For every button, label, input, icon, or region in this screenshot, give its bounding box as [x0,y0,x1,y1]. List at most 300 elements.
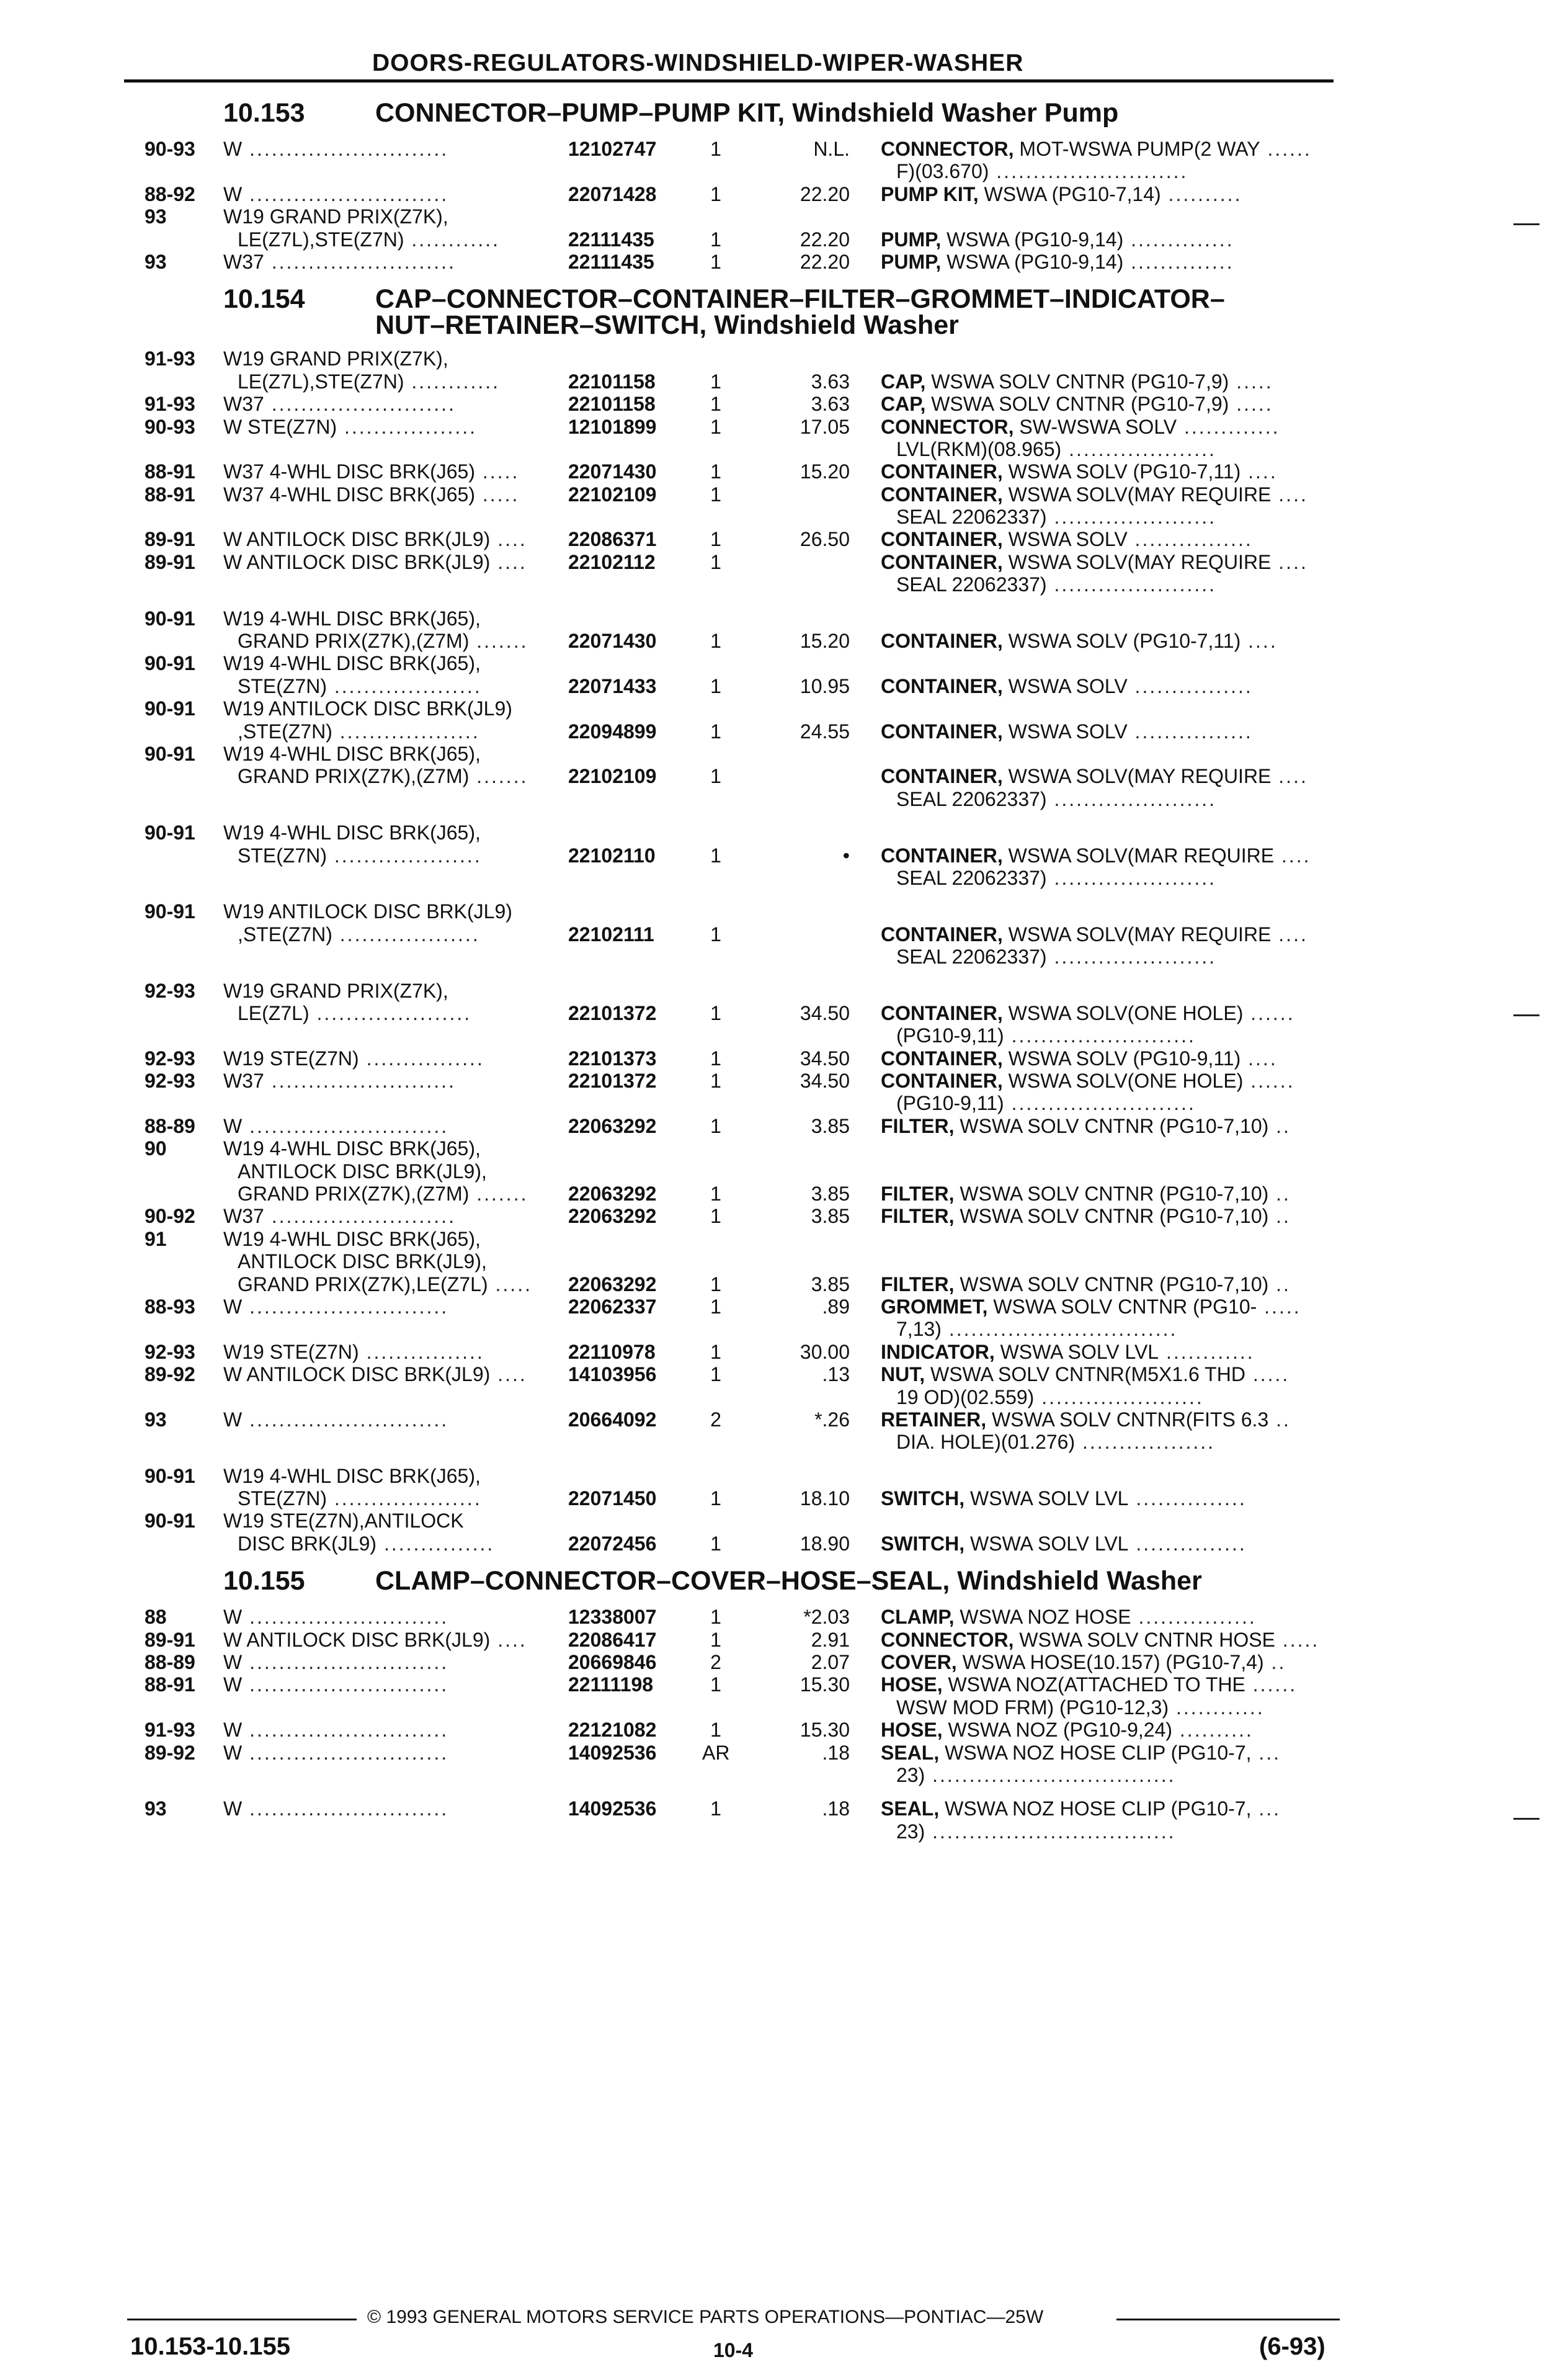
quantity: 1 [710,1797,721,1820]
part-description [896,1386,1204,1408]
description-text: 7,13) [896,1318,942,1341]
section-number: 10.155 [223,1566,305,1596]
model-text: W [223,138,243,160]
part-number: 22071428 [568,182,657,205]
part-number: 22072456 [568,1532,657,1555]
part-row [0,1137,1568,1160]
model-years: 90-91 [145,1464,195,1487]
part-row [0,1183,1568,1205]
leader-dots: ....... [469,1183,528,1206]
section-number: 10.153 [223,98,305,128]
part-row [0,416,1568,438]
quantity: 1 [710,1363,721,1386]
quantity: 1 [710,923,721,946]
description-text: WSWA SOLV(MAY REQUIRE [1002,765,1272,788]
quantity: 1 [710,1114,721,1137]
part-number: 22071430 [568,630,657,653]
model-description [223,416,477,438]
description-text: 23) [896,1820,925,1843]
part-number: 22102110 [568,844,656,867]
part-noun: CONTAINER, [881,1070,1003,1093]
quantity: 1 [710,630,721,653]
price: 3.85 [811,1114,850,1137]
model-text: W37 [223,1070,264,1093]
leader-dots: ........................... [242,182,449,205]
part-row [0,765,1568,787]
description-text: (PG10-9,11) [896,1024,1004,1047]
leader-dots: ................................. [925,1820,1176,1843]
part-description [896,867,1216,889]
margin-mark [1513,1818,1539,1820]
part-description [896,1318,1177,1340]
description-text: WSWA SOLV(MAY REQUIRE [1002,550,1272,573]
leader-dots: ................ [1127,674,1253,697]
leader-dots: ...................... [1046,946,1217,969]
part-row [0,1341,1568,1363]
description-text: 19 OD)(02.559) [896,1385,1035,1408]
leader-dots: ............ [1169,1696,1265,1719]
part-row [0,1002,1568,1024]
description-text: WSWA SOLV CNTNR (PG10-7,9) [925,370,1229,393]
quantity: 1 [710,1183,721,1206]
page-header-title: DOORS-REGULATORS-WINDSHIELD-WIPER-WASHER [372,50,1024,76]
description-text: WSWA SOLV CNTNR (PG10-7,10) [954,1273,1269,1295]
leader-dots: ................................. [925,1764,1176,1786]
model-text: GRAND PRIX(Z7K),(Z7M) [238,765,470,788]
row-spacer [0,810,1568,821]
part-number: 22094899 [568,720,657,743]
part-row [0,1408,1568,1431]
row-spacer [0,969,1568,980]
part-row [0,1024,1568,1047]
price: .18 [822,1741,850,1764]
description-text: F)(03.670) [896,160,989,183]
model-years: 93 [145,205,167,228]
part-number: 22086417 [568,1628,657,1651]
description-text: WSWA SOLV CNTNR (PG10-7,9) [925,393,1229,416]
leader-dots: .................... [1061,437,1216,460]
part-number: 12102747 [568,138,657,160]
part-row [0,528,1568,550]
part-row [0,1047,1568,1070]
part-row [0,1250,1568,1273]
description-text: 23) [896,1764,925,1786]
part-number: 22063292 [568,1273,657,1295]
row-spacer [0,1786,1568,1797]
model-description [223,1295,448,1318]
part-description [881,1606,1257,1628]
description-text: WSWA (PG10-9,14) [941,228,1124,251]
quantity: 1 [710,844,721,867]
model-text: STE(Z7N) [238,674,327,697]
model-years: 88 [145,1606,167,1629]
leader-dots: .. [1263,1651,1286,1674]
model-text: W37 [223,1205,264,1228]
model-description [238,1532,494,1555]
part-row [0,1742,1568,1764]
price: 3.85 [811,1205,850,1228]
description-text: WSWA SOLV(ONE HOLE) [1002,1001,1244,1024]
quantity: 1 [710,1340,721,1363]
part-noun: COVER, [881,1651,957,1674]
part-number: 22063292 [568,1205,657,1228]
model-text: W19 STE(Z7N) [223,1047,359,1070]
model-text: W19 ANTILOCK DISC BRK(JL9) [223,697,512,720]
part-number: 22101158 [568,370,656,393]
description-text: WSWA NOZ HOSE [954,1606,1131,1629]
leader-dots: ..................... [309,1001,472,1024]
part-description [881,251,1234,273]
model-description [223,1047,484,1070]
leader-dots: .... [1274,844,1311,867]
leader-dots: ....... [469,765,528,788]
model-text: W19 4-WHL DISC BRK(J65), [223,607,481,630]
model-text: W19 4-WHL DISC BRK(J65), [223,1464,481,1487]
leader-dots: ........................... [242,1673,449,1696]
part-noun: RETAINER, [881,1408,987,1431]
leader-dots: ............ [1159,1340,1255,1363]
part-row [0,980,1568,1002]
model-description [238,1273,532,1295]
quantity: 1 [710,1628,721,1651]
model-description [238,765,528,787]
model-text: W ANTILOCK DISC BRK(JL9) [223,528,491,551]
part-number: 22071433 [568,674,657,697]
part-description [896,1024,1196,1047]
part-row [0,1070,1568,1092]
description-text: SEAL 22062337) [896,573,1047,596]
model-text: LE(Z7L),STE(Z7N) [238,228,404,251]
part-noun: CAP, [881,393,926,416]
leader-dots: .... [1271,765,1308,788]
model-description [223,1797,448,1820]
description-text: WSWA SOLV CNTNR(FITS 6.3 [986,1408,1269,1431]
part-row [0,844,1568,867]
model-description [223,980,448,1002]
quantity: 1 [710,720,721,743]
price: 22.20 [800,182,850,205]
model-years: 93 [145,1797,167,1820]
section-title-continued: NUT–RETAINER–SWITCH, Windshield Washer [375,310,959,341]
model-text: W37 4-WHL DISC BRK(J65) [223,483,475,506]
model-years: 92-93 [145,979,195,1002]
leader-dots: ...... [1260,138,1312,160]
part-noun: CONTAINER, [881,923,1003,946]
quantity: 1 [710,1273,721,1295]
leader-dots: .................. [1075,1431,1216,1454]
model-years: 90-91 [145,607,195,630]
part-description [881,1115,1291,1137]
leader-dots: ................... [332,720,480,743]
quantity: 1 [710,483,721,506]
leader-dots: ........................... [242,1651,449,1674]
section-heading [0,1555,1568,1606]
quantity: 1 [710,228,721,251]
model-text: W [223,1651,243,1674]
part-row [0,1228,1568,1250]
part-description [881,675,1253,697]
part-row [0,251,1568,273]
leader-dots: .... [1271,923,1308,946]
part-description [881,1295,1301,1318]
quantity: 1 [710,528,721,551]
part-number: 22111198 [568,1673,654,1696]
part-noun: CONTAINER, [881,460,1003,483]
leader-dots: .. [1268,1183,1291,1206]
leader-dots: ............ [404,228,501,251]
part-noun: FILTER, [881,1114,955,1137]
part-description [881,1629,1319,1651]
part-row [0,1510,1568,1532]
quantity: 1 [710,765,721,788]
part-noun: HOSE, [881,1673,943,1696]
part-noun: SWITCH, [881,1532,965,1555]
model-text: GRAND PRIX(Z7K),LE(Z7L) [238,1273,488,1295]
part-description [881,416,1280,438]
model-description [238,675,482,697]
section-heading [0,87,1568,138]
part-row [0,1160,1568,1183]
description-text: WSWA NOZ HOSE CLIP (PG10-7, [939,1797,1252,1820]
row-spacer [0,889,1568,900]
model-years: 92-93 [145,1070,195,1093]
part-noun: HOSE, [881,1719,943,1742]
price: *.26 [814,1408,850,1431]
description-text: WSWA SOLV(MAY REQUIRE [1002,483,1272,506]
quantity: 2 [710,1651,721,1674]
part-row [0,900,1568,923]
leader-dots: ........................... [242,1408,449,1431]
part-description [881,720,1253,743]
model-description [223,1408,448,1431]
price: 2.07 [811,1651,850,1674]
price: 15.20 [800,460,850,483]
footer-page-number: 10-4 [713,2339,754,2361]
model-description [223,1115,448,1137]
leader-dots: ................ [359,1340,484,1363]
model-text: W [223,1741,243,1764]
model-description [223,743,481,765]
part-noun: CONNECTOR, [881,1628,1014,1651]
part-row [0,1487,1568,1510]
leader-dots: ........................... [242,1719,449,1742]
part-row [0,393,1568,415]
footer-rule-left [127,2319,357,2320]
model-description [223,1719,448,1741]
leader-dots: ............................... [941,1318,1178,1341]
description-text: WSWA (PG10-7,14) [978,182,1161,205]
leader-dots: ..... [1229,393,1273,416]
description-text: WSWA SOLV(ONE HOLE) [1002,1070,1244,1093]
description-text: WSWA SOLV CNTNR (PG10-7,10) [954,1205,1269,1228]
model-years: 89-91 [145,550,195,573]
description-text: DIA. HOLE)(01.276) [896,1431,1076,1454]
model-years: 90-91 [145,821,195,844]
footer-copyright: © 1993 GENERAL MOTORS SERVICE PARTS OPERATIONS—PONTIAC—25W [367,2307,1044,2327]
leader-dots: ......................... [264,393,456,416]
part-description [881,483,1308,506]
model-text: W [223,1719,243,1742]
leader-dots: .... [490,1363,527,1386]
model-description [223,900,512,923]
part-row [0,1651,1568,1673]
quantity: 1 [710,460,721,483]
model-years: 88-93 [145,1295,195,1318]
part-row [0,923,1568,946]
leader-dots: ..... [1275,1628,1320,1651]
leader-dots: .. [1268,1205,1291,1228]
leader-dots: ..... [1245,1363,1290,1386]
model-years: 90-91 [145,900,195,923]
model-text: ANTILOCK DISC BRK(JL9), [238,1250,487,1273]
leader-dots: ............... [1128,1487,1247,1510]
part-description [881,923,1308,946]
quantity: 1 [710,1047,721,1070]
description-text: WSWA SOLV (PG10-9,11) [1002,1047,1241,1070]
price: 17.05 [800,415,850,438]
model-description [238,1002,471,1024]
part-number: 14092536 [568,1741,657,1764]
description-text: WSWA SOLV CNTNR(M5X1.6 THD [925,1363,1245,1386]
model-years: 88-91 [145,460,195,483]
row-spacer [0,596,1568,607]
part-number: 22071450 [568,1487,657,1510]
model-text: W19 STE(Z7N) [223,1340,359,1363]
model-text: ,STE(Z7N) [238,720,332,743]
part-description [881,1047,1278,1070]
model-text: STE(Z7N) [238,844,327,867]
part-description [881,1719,1254,1741]
description-text: WSWA SOLV LVL [964,1487,1129,1510]
part-number: 22071430 [568,460,657,483]
description-text: MOT-WSWA PUMP(2 WAY [1013,138,1260,160]
description-text: WSWA SOLV LVL [964,1532,1129,1555]
part-row [0,1363,1568,1385]
quantity: 1 [710,1606,721,1629]
price: 15.30 [800,1673,850,1696]
part-description [896,573,1216,596]
model-text: W19 GRAND PRIX(Z7K), [223,205,448,228]
leader-dots: .............. [1123,250,1234,273]
part-row [0,743,1568,765]
description-text: WSWA SOLV(MAY REQUIRE [1002,923,1272,946]
description-text: WSWA SOLV (PG10-7,11) [1002,630,1241,653]
price: *2.03 [803,1606,850,1629]
part-row [0,1092,1568,1114]
part-description [881,1487,1247,1510]
model-years: 92-93 [145,1047,195,1070]
model-years: 89-92 [145,1741,195,1764]
model-years: 92-93 [145,1340,195,1363]
part-row [0,675,1568,697]
part-number: 14103956 [568,1363,657,1386]
description-text: WSWA SOLV CNTNR (PG10- [987,1295,1257,1318]
price: 15.20 [800,630,850,653]
model-text: W19 4-WHL DISC BRK(J65), [223,652,481,675]
part-row [0,506,1568,528]
footer-date: (6-93) [1259,2333,1325,2360]
part-row [0,1696,1568,1719]
part-noun: CONTAINER, [881,1047,1003,1070]
part-description [881,1673,1297,1696]
part-row [0,551,1568,573]
part-description [881,138,1312,160]
model-description [223,347,448,370]
description-text: SEAL 22062337) [896,946,1047,969]
leader-dots: ..... [475,460,520,483]
part-number: 22102109 [568,483,657,506]
model-text: W [223,1295,243,1318]
leader-dots: .... [490,550,527,573]
part-description [896,946,1216,968]
parts-catalog-content [0,87,1568,1843]
model-years: 90-92 [145,1205,195,1228]
part-description [881,1742,1281,1764]
model-description [238,1487,482,1510]
footer-rule-right [1116,2319,1340,2320]
part-noun: FILTER, [881,1273,955,1295]
description-text: WSWA NOZ (PG10-9,24) [942,1719,1173,1742]
part-number: 22102111 [568,923,654,946]
part-number: 22063292 [568,1114,657,1137]
part-number: 22110978 [568,1340,656,1363]
part-row [0,1673,1568,1696]
model-years: 91-93 [145,393,195,416]
part-noun: PUMP, [881,228,942,251]
part-noun: CONTAINER, [881,844,1003,867]
part-description [896,788,1216,810]
price: 3.85 [811,1183,850,1206]
model-years: 88-89 [145,1651,195,1674]
part-row [0,1115,1568,1137]
part-number: 14092536 [568,1797,657,1820]
model-description [223,460,519,483]
model-years: 90-91 [145,652,195,675]
model-description [238,1250,487,1273]
model-years: 91 [145,1227,167,1250]
leader-dots: ......................... [264,1070,456,1093]
quantity: 1 [710,1532,721,1555]
leader-dots: .... [1241,460,1278,483]
part-description [881,765,1308,787]
quantity: 1 [710,550,721,573]
part-description [881,1532,1247,1555]
model-description [223,1651,448,1673]
model-years: 88-89 [145,1114,195,1137]
leader-dots: .... [1241,1047,1278,1070]
model-description [223,1137,481,1160]
leader-dots: ........................... [242,1797,449,1820]
leader-dots: .................. [337,415,478,438]
model-description [223,1465,481,1487]
part-description [881,1797,1281,1820]
description-text: SEAL 22062337) [896,866,1047,889]
model-text: W19 ANTILOCK DISC BRK(JL9) [223,900,512,923]
price: 3.63 [811,370,850,393]
model-description [223,205,448,228]
part-number: 20664092 [568,1408,657,1431]
quantity: 1 [710,1001,721,1024]
row-spacer [0,1454,1568,1465]
price: .13 [822,1363,850,1386]
part-row [0,1606,1568,1628]
part-row [0,1386,1568,1408]
leader-dots: .... [490,1628,527,1651]
part-noun: GROMMET, [881,1295,988,1318]
leader-dots: .......... [1172,1719,1254,1742]
margin-mark [1513,223,1539,225]
leader-dots: ............... [376,1532,495,1555]
